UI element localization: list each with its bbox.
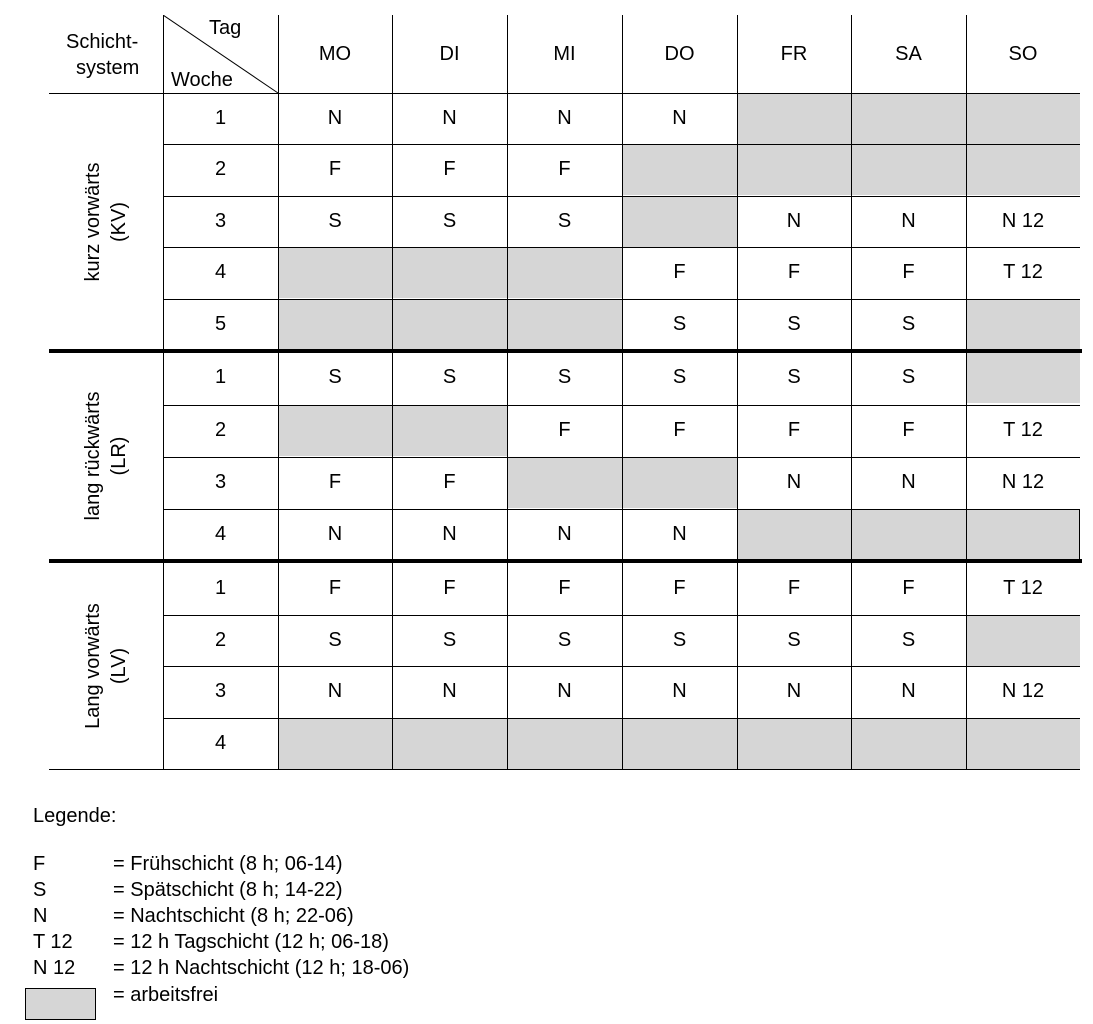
shift-cell: S bbox=[557, 210, 572, 232]
shift-cell: F bbox=[902, 419, 915, 441]
week-number: 3 bbox=[214, 680, 227, 702]
off-cell bbox=[851, 718, 966, 769]
group-label-line1: kurz vorwärts bbox=[82, 162, 104, 281]
legend-title: Legende: bbox=[33, 805, 117, 827]
group-label-line1: lang rückwärts bbox=[82, 391, 104, 521]
shift-cell: N bbox=[442, 107, 457, 129]
shift-cell: F bbox=[673, 419, 686, 441]
group-separator bbox=[49, 349, 1082, 353]
off-cell bbox=[966, 509, 1080, 560]
grid-hline bbox=[163, 457, 1080, 458]
off-cell bbox=[737, 93, 851, 144]
week-number: 5 bbox=[214, 313, 227, 335]
shift-cell: S bbox=[442, 629, 457, 651]
shift-cell: N bbox=[672, 680, 687, 702]
shift-cell: N bbox=[557, 523, 572, 545]
system-header-line2: system bbox=[76, 57, 140, 79]
off-cell bbox=[507, 457, 622, 508]
legend-description: = Spätschicht (8 h; 14-22) bbox=[113, 879, 343, 901]
shift-cell: T 12 bbox=[1003, 577, 1043, 599]
week-number: 1 bbox=[214, 366, 227, 388]
grid-hline bbox=[163, 666, 1080, 667]
week-number: 2 bbox=[214, 158, 227, 180]
off-cell bbox=[622, 457, 737, 508]
legend-off-swatch bbox=[25, 988, 96, 1020]
off-cell bbox=[278, 247, 392, 298]
off-cell bbox=[966, 144, 1080, 195]
grid-vline bbox=[278, 15, 279, 769]
grid-hline bbox=[163, 615, 1080, 616]
shift-cell: F bbox=[902, 577, 915, 599]
off-cell bbox=[966, 718, 1080, 769]
shift-cell: N bbox=[442, 680, 457, 702]
shift-cell: F bbox=[328, 158, 342, 180]
shift-cell: F bbox=[443, 471, 456, 493]
group-label-line2: (LV) bbox=[108, 647, 130, 685]
shift-cell: F bbox=[443, 158, 456, 180]
shift-cell: T 12 bbox=[1003, 419, 1043, 441]
day-header-5: SA bbox=[895, 42, 922, 65]
legend-description: = Frühschicht (8 h; 06-14) bbox=[113, 853, 343, 875]
off-cell bbox=[507, 247, 622, 298]
shift-cell: S bbox=[787, 366, 801, 388]
shift-cell: N bbox=[901, 680, 916, 702]
shift-cell: N bbox=[327, 107, 343, 129]
shift-cell: S bbox=[328, 366, 342, 388]
grid-hline bbox=[163, 405, 1080, 406]
week-number: 1 bbox=[214, 107, 227, 129]
shift-cell: N bbox=[901, 471, 916, 493]
day-header-4: FR bbox=[780, 42, 808, 65]
shift-cell: S bbox=[672, 313, 687, 335]
off-cell bbox=[392, 718, 507, 769]
shift-cell: N 12 bbox=[1001, 210, 1045, 232]
shift-cell: N bbox=[786, 210, 802, 232]
shift-cell: F bbox=[328, 577, 342, 599]
system-header-line1: Schicht- bbox=[66, 31, 139, 53]
grid-hline bbox=[163, 718, 1080, 719]
week-number: 3 bbox=[214, 210, 227, 232]
off-cell bbox=[966, 615, 1080, 666]
off-cell bbox=[507, 299, 622, 350]
group-separator bbox=[49, 559, 1082, 563]
shift-cell: F bbox=[443, 577, 456, 599]
shift-cell: S bbox=[787, 313, 801, 335]
legend-code: S bbox=[33, 879, 47, 901]
legend-code: F bbox=[33, 853, 46, 875]
legend-code: N bbox=[33, 905, 48, 927]
off-cell bbox=[392, 299, 507, 350]
off-cell bbox=[622, 144, 737, 195]
off-cell bbox=[851, 144, 966, 195]
week-number: 4 bbox=[214, 732, 227, 754]
shift-cell: N bbox=[557, 107, 572, 129]
day-header-1: DI bbox=[439, 42, 460, 65]
shift-cell: N bbox=[442, 523, 457, 545]
legend-code: N 12 bbox=[33, 957, 76, 979]
group-label bbox=[80, 162, 132, 281]
grid-vline bbox=[851, 15, 852, 769]
legend-off-desc: = arbeitsfrei bbox=[113, 984, 219, 1006]
shift-cell: N 12 bbox=[1001, 471, 1045, 493]
grid-hline bbox=[163, 247, 1080, 248]
shift-cell: F bbox=[328, 471, 342, 493]
grid-hline bbox=[163, 509, 1080, 510]
off-cell bbox=[278, 405, 392, 456]
week-number: 1 bbox=[214, 577, 227, 599]
legend-code: T 12 bbox=[33, 931, 73, 953]
shift-cell: S bbox=[672, 366, 687, 388]
week-number: 4 bbox=[214, 261, 227, 283]
week-number: 2 bbox=[214, 419, 227, 441]
group-label bbox=[80, 392, 132, 521]
grid-hline bbox=[49, 93, 1080, 94]
shift-cell: S bbox=[901, 313, 916, 335]
shift-cell: S bbox=[442, 210, 457, 232]
shift-cell: F bbox=[787, 577, 801, 599]
off-cell bbox=[966, 93, 1080, 144]
grid-hline bbox=[163, 196, 1080, 197]
off-cell bbox=[278, 299, 392, 350]
group-label-line2: (KV) bbox=[108, 201, 130, 242]
shift-cell: F bbox=[787, 419, 801, 441]
grid-hline bbox=[49, 769, 1080, 770]
shift-cell: S bbox=[901, 366, 916, 388]
shift-cell: N bbox=[672, 107, 687, 129]
off-cell bbox=[737, 144, 851, 195]
shift-cell: F bbox=[787, 261, 801, 283]
shift-cell: F bbox=[558, 577, 571, 599]
legend-description: = Nachtschicht (8 h; 22-06) bbox=[113, 905, 354, 927]
shift-cell: N bbox=[672, 523, 687, 545]
tag-header: Tag bbox=[209, 17, 242, 39]
off-cell bbox=[737, 509, 851, 560]
grid-vline bbox=[966, 15, 967, 769]
off-cell bbox=[392, 405, 507, 456]
shift-cell: F bbox=[558, 158, 571, 180]
group-label-line1: Lang vorwärts bbox=[82, 603, 104, 729]
day-header-3: DO bbox=[664, 42, 695, 65]
legend-description: = 12 h Tagschicht (12 h; 06-18) bbox=[113, 931, 389, 953]
grid-hline bbox=[163, 144, 1080, 145]
day-header-2: MI bbox=[553, 42, 576, 65]
grid-vline bbox=[737, 15, 738, 769]
grid-vline bbox=[507, 15, 508, 769]
shift-cell: S bbox=[672, 629, 687, 651]
off-cell bbox=[966, 299, 1080, 350]
grid-vline bbox=[163, 15, 164, 769]
shift-cell: N 12 bbox=[1001, 680, 1045, 702]
day-header-6: SO bbox=[1008, 42, 1038, 65]
shift-cell: N bbox=[327, 680, 343, 702]
shift-cell: S bbox=[328, 629, 342, 651]
shift-cell: N bbox=[901, 210, 916, 232]
group-label bbox=[80, 603, 132, 729]
grid-vline bbox=[1079, 509, 1080, 560]
off-cell bbox=[507, 718, 622, 769]
shift-cell: T 12 bbox=[1003, 261, 1043, 283]
off-cell bbox=[851, 93, 966, 144]
shift-cell: N bbox=[786, 471, 802, 493]
shift-cell: S bbox=[328, 210, 342, 232]
week-number: 4 bbox=[214, 523, 227, 545]
off-cell bbox=[622, 718, 737, 769]
shift-cell: F bbox=[558, 419, 571, 441]
off-cell bbox=[851, 509, 966, 560]
shift-cell: N bbox=[557, 680, 572, 702]
shift-cell: N bbox=[786, 680, 802, 702]
shift-cell: F bbox=[673, 261, 686, 283]
shift-cell: S bbox=[557, 366, 572, 388]
shift-cell: N bbox=[327, 523, 343, 545]
week-number: 2 bbox=[214, 629, 227, 651]
woche-header: Woche bbox=[171, 69, 233, 91]
header-diagonal bbox=[163, 15, 279, 94]
off-cell bbox=[966, 352, 1080, 403]
grid-vline bbox=[392, 15, 393, 769]
legend-description: = 12 h Nachtschicht (12 h; 18-06) bbox=[113, 957, 410, 979]
week-number: 3 bbox=[214, 471, 227, 493]
shift-cell: S bbox=[442, 366, 457, 388]
shift-cell: S bbox=[901, 629, 916, 651]
off-cell bbox=[392, 247, 507, 298]
shift-cell: S bbox=[557, 629, 572, 651]
shift-cell: F bbox=[902, 261, 915, 283]
grid-hline bbox=[163, 299, 1080, 300]
shift-cell: F bbox=[673, 577, 686, 599]
off-cell bbox=[278, 718, 392, 769]
off-cell bbox=[737, 718, 851, 769]
group-label-line2: (LR) bbox=[108, 436, 130, 476]
grid-vline bbox=[622, 15, 623, 769]
shift-cell: S bbox=[787, 629, 801, 651]
off-cell bbox=[622, 196, 737, 247]
day-header-0: MO bbox=[318, 42, 352, 65]
